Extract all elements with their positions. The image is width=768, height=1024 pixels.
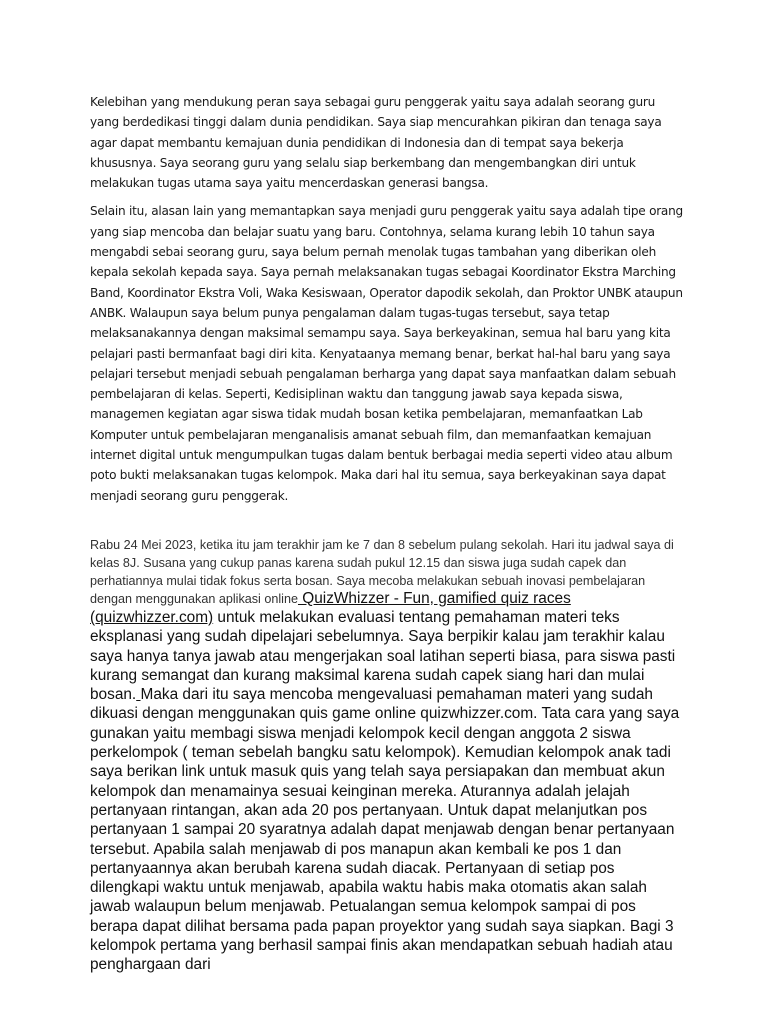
paragraph-reasons: Selain itu, alasan lain yang memantapkan saya menjadi guru penggerak yaitu saya adalah tipe orang yang siap mencoba dan belajar suatu yang baru. Contohnya, selama kurang lebih 10 tahun saya mengabdi sebai seorang guru, saya belum pernah menolak tugas tambahan yang diberikan oleh kepala sekolah kepada saya. Saya pernah melaksanakan tugas sebagai Koordinator Ekstra Marching Band, Koordinator Ekstra Voli, Waka Kesiswaan, Operator dapodik sekolah, dan Proktor UNBK ataupun ANBK. Walaupun saya belum punya pengalaman dalam tugas-tugas tersebut, saya tetap melaksanakannya dengan maksimal semampu saya. Saya berkeyakinan, semua hal baru yang kita pelajari pasti bermanfaat bagi diri kita. Kenyataanya memang benar, berkat hal-hal baru yang saya pelajari tersebut menjadi sebuah pengalaman berharga yang dapat saya manfaatkan dalam sebuah pembelajaran di kelas. Seperti, Kedisiplinan waktu dan tanggung jawab saya kepada siswa, managemen kegiatan agar siswa tidak mudah bosan ketika pembelajaran, memanfaatkan Lab Komputer untuk pembelajaran menganalisis amanat sebuah film, dan memanfaatkan kemajuan internet digital untuk mengumpulkan tugas dalam bentuk berbagai media seperti video atau album poto bukti melaksanakan tugas kelompok. Maka dari hal itu semua, saya berkeyakinan saya dapat menjadi seorang guru penggerak. — [90, 204, 683, 503]
paragraph-experience — [90, 536, 686, 975]
paragraph-strengths: Kelebihan yang mendukung peran saya sebagai guru penggerak yaitu saya adalah seorang guru yang berdedikasi tinggi dalam dunia pendidikan. Saya siap mencurahkan pikiran dan tenaga saya agar dapat membantu kemajuan dunia pendidikan di Indonesia dan di tempat saya bekerja khususnya. Saya seorang guru yang selalu siap berkembang dan mengembangkan diri untuk melakukan tugas utama saya yaitu mencerdaskan generasi bangsa. — [90, 95, 662, 191]
experience-text-a: untuk melakukan evaluasi tentang pemahaman materi teks eksplanasi yang sudah dipelajari sebelumnya. Saya berpikir kalau jam terakhir kalau saya hanya tanya jawab atau mengerjakan soal latihan seperti biasa, para siswa pasti kurang semangat dan kurang maksimal karena sudah capek siang hari dan mulai bosan. — [90, 608, 676, 704]
document-page — [90, 92, 686, 975]
experience-text-b: Maka dari itu saya mencoba mengevaluasi pemahaman materi yang sudah dikuasi dengan menggunakan quis game online quizwhizzer.com. Tata cara yang saya gunakan yaitu membagi siswa menjadi kelompok kecil dengan anggota 2 siswa perkelompok ( teman sebelah bangku satu kelompok). Kemudian kelompok anak tadi saya berikan link untuk masuk quis yang telah saya persiapakan dan membuat akun kelompok dan menamainya sesuai keinginan mereka. Aturannya adalah jelajah pertanyaan rintangan, akan ada 20 pos pertanyaan. Untuk dapat melanjutkan pos pertanyaan 1 sampai 20 syaratnya adalah dapat menjawab dengan benar pertanyaan tersebut. Apabila salah menjawab di pos manapun akan kembali ke pos 1 dan pertanyaannya akan berubah karena sudah diacak. Pertanyaan di setiap pos dilengkapi waktu untuk menjawab, apabila waktu habis maka otomatis akan salah jawab walaupun belum menjawab. Petualangan semua kelompok sampai di pos berapa dapat dilihat bersama pada papan proyektor yang sudah saya siapkan. Bagi 3 kelompok pertama yang berhasil sampai finis akan mendapatkan sebuah hadiah atau penghargaan dari — [90, 686, 680, 974]
quizwhizzer-link[interactable]: QuizWhizzer - Fun, gamified quiz races (quizwhizzer.com) — [90, 589, 571, 626]
experience-intro-text: Rabu 24 Mei 2023, ketika itu jam terakhir jam ke 7 dan 8 sebelum pulang sekolah. Hari itu jadwal saya di kelas 8J. Susana yang cukup panas karena sudah pukul 12.15 dan siswa juga sudah capek dan perhatiannya mulai tidak fokus serta bosan. Saya mecoba melakukan sebuah inovasi pembelajaran dengan menggunakan aplikasi online — [90, 537, 674, 606]
